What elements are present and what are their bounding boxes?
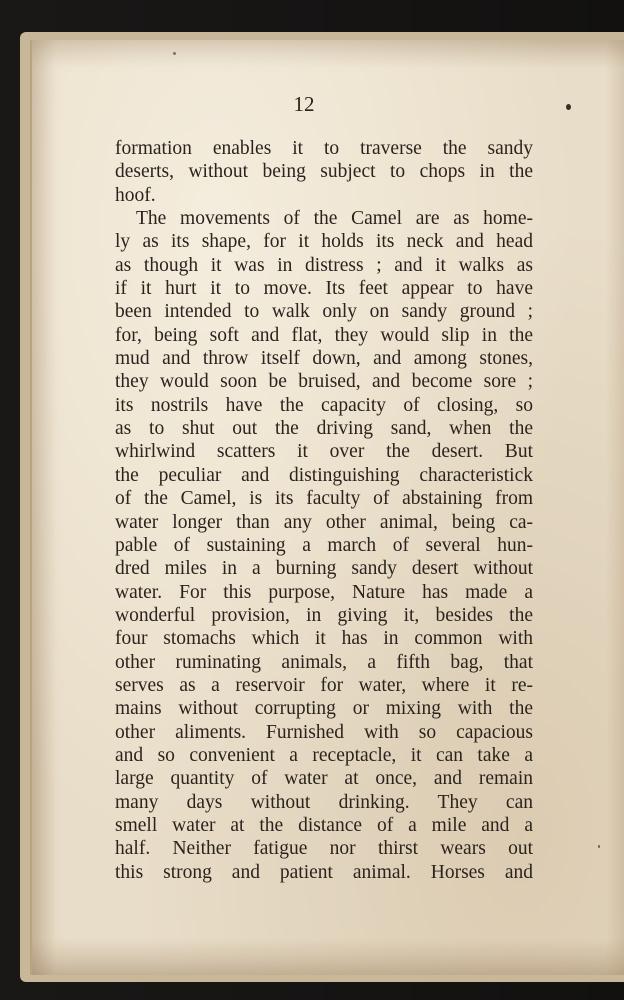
text-line: of the Camel, is its faculty of abstaining from [115, 488, 533, 510]
body-text [115, 137, 533, 884]
text-line: smell water at the distance of a mile and a [115, 814, 533, 836]
text-line: as though it was in distress ; and it walks as [115, 254, 533, 276]
text-line: the peculiar and distinguishing characteristick [115, 464, 533, 486]
text-line: they would soon be bruised, and become sore ; [115, 371, 533, 393]
text-line: formation enables it to traverse the sandy [115, 138, 533, 159]
text-line: mains without corrupting or mixing with the [115, 698, 533, 720]
text-line: mud and throw itself down, and among stones, [115, 348, 533, 370]
text-line: The movements of the Camel are as home- [136, 208, 533, 230]
text-line: whirlwind scatters it over the desert. But [115, 441, 533, 463]
text-line: pable of sustaining a march of several hun- [115, 534, 533, 556]
text-line: been intended to walk only on sandy ground ; [115, 301, 533, 323]
ink-speck [598, 845, 600, 848]
text-line: large quantity of water at once, and remain [115, 768, 533, 790]
text-line: ly as its shape, for it holds its neck and head [115, 231, 533, 253]
text-line: its nostrils have the capacity of closing, so [115, 394, 533, 416]
text-line: many days without drinking. They can [115, 791, 533, 813]
text-line: as to shut out the driving sand, when the [115, 418, 533, 440]
text-line: serves as a reservoir for water, where it re- [115, 674, 533, 696]
text-line: and so convenient a receptacle, it can take a [115, 744, 533, 766]
text-line: water longer than any other animal, being ca- [115, 511, 533, 533]
page-number: 12 [293, 92, 315, 116]
text-line: hoof. [115, 184, 156, 206]
text-line: half. Neither fatigue nor thirst wears out [115, 838, 533, 860]
text-line: if it hurt it to move. Its feet appear to have [115, 278, 533, 300]
text-line: other ruminating animals, a fifth bag, that [115, 651, 533, 673]
text-line: dred miles in a burning sandy desert without [115, 558, 533, 580]
text-line: other aliments. Furnished with so capacious [115, 721, 533, 743]
text-line: deserts, without being subject to chops in the [115, 161, 533, 183]
text-line: wonderful provision, in giving it, besides the [115, 604, 533, 626]
text-line: for, being soft and flat, they would slip in the [115, 324, 533, 346]
text-line: this strong and patient animal. Horses and [115, 861, 533, 883]
text-line: water. For this purpose, Nature has made a [115, 581, 533, 603]
ink-speck [173, 52, 176, 55]
text-line: four stomachs which it has in common with [115, 628, 533, 650]
